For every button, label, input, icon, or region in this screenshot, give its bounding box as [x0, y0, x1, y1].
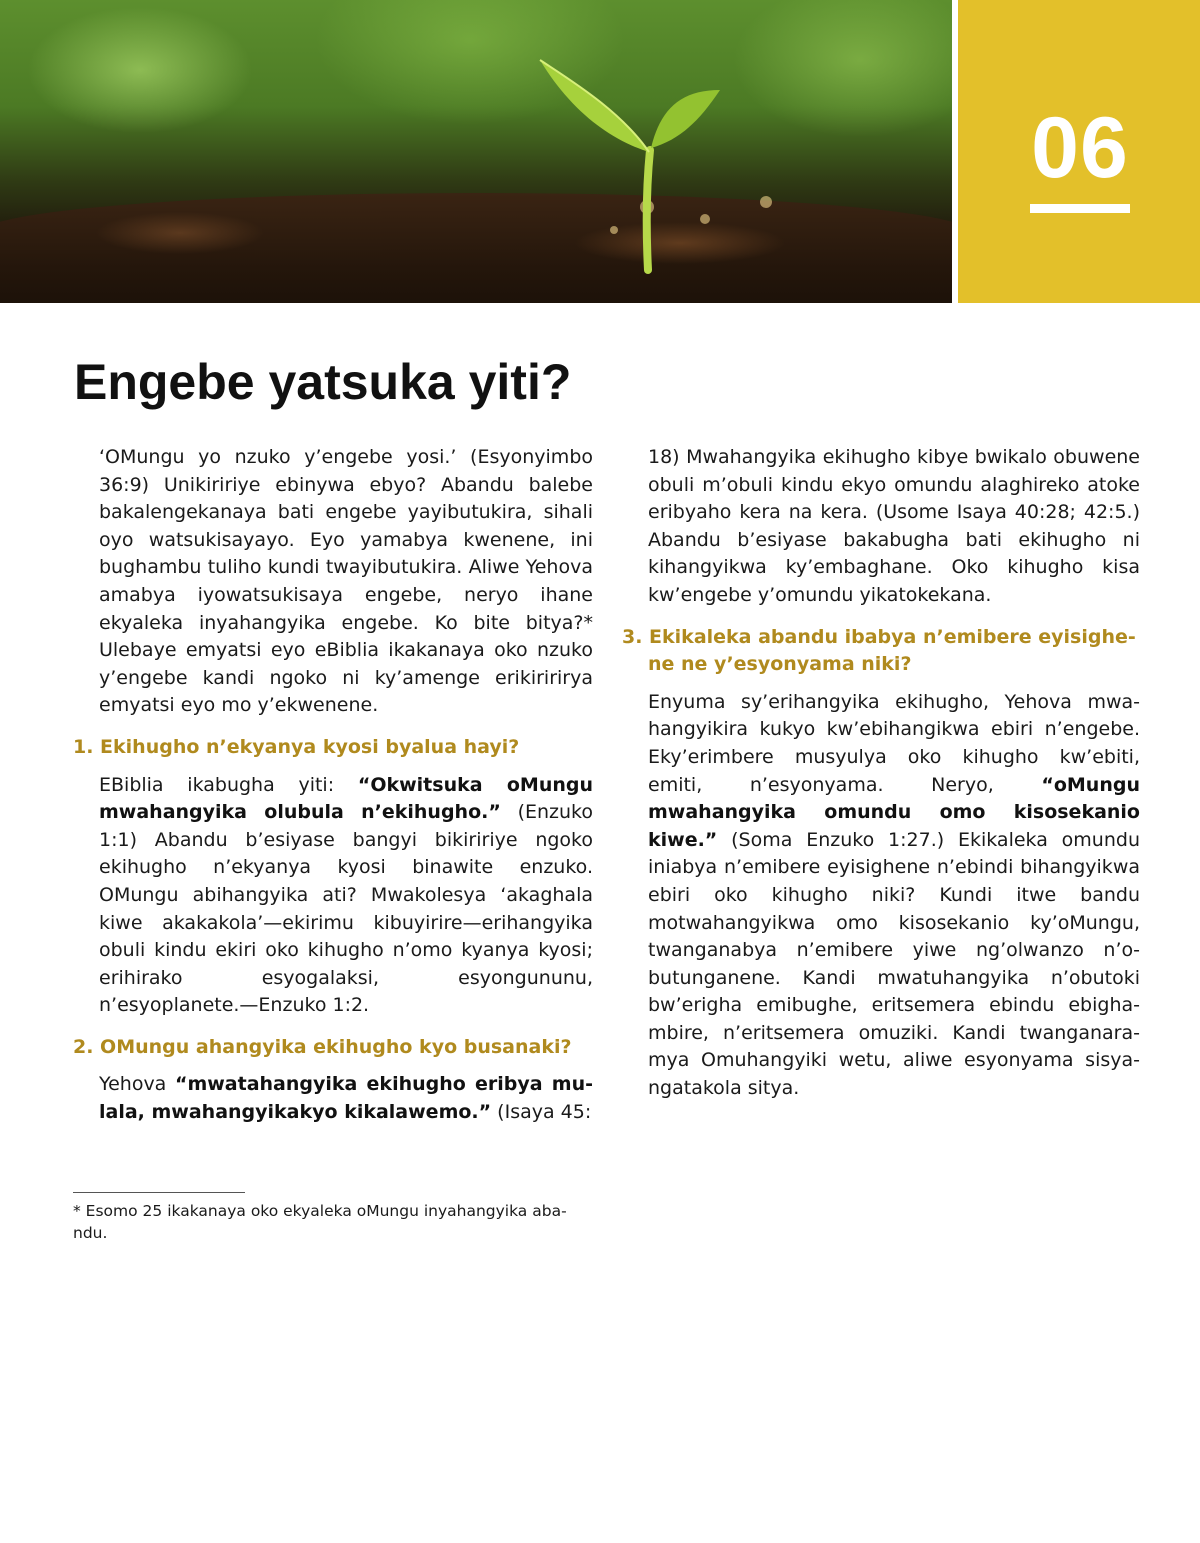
bokeh-light — [760, 196, 772, 208]
section-body-2-continued: 18) Mwahangyika ekihugho kibye bwikalo obuwene obuli m’obuli kindu ekyo omundu alaghireko atoke eribyaho kera na kera. (Usome Isaya 40:28; 42:5.) Abandu b’esiyase bakabugha bati ekihugho ni kihangyikwa ky’embaghane. Oko kihugho kisa kw’engebe y’omundu yikatokekana. — [648, 446, 1140, 606]
intro-paragraph: ‘OMungu yo nzuko y’engebe yosi.’ (Esyonyimbo 36:9) Unikiririye ebinywa ebyo? Abandu balebe bakalengekanaya bati engebe yayibutukira, sihali oyo watsukisayayo. Eyo yamabya kwenene, ini bughambu tuliho kundi twayibutukira. Aliwe Yehova amabya iyowatsukisaya engebe, neryo ihane ekyaleka inyahangyika engebe. Ko bite bitya?* Ulebaye emyatsi eyo eBiblia ikakanaya oko nzuko y’engebe kandi ngoko ni ky’amenge erikiririrya emyatsi eyo mo y’ekwenene. — [99, 446, 593, 717]
bible-quote: “mwatahangyika ekihugho eribya mulala, mwahangyikakyo kikalawemo.” — [99, 1073, 593, 1124]
hero-image — [0, 0, 952, 303]
section-body-1: EBiblia ikabugha yiti: “Okwitsuka oMungu mwahangyika olubula n’ekihugho.” (Enzuko 1:1) Abandu b’esiyase bangyi bikiririye ngoko ekihugho n’ekyanya kyosi binawite enzuko. OMungu abihangyika ati? Mwakolesya ‘akaghala kiwe akakakola’—ekirimu kibuyirire—erihangyika obuli kindu ekiri oko kihugho n’omo kyanya kyosi; erihirako esyogalaksi, esyongununu, n’esyoplanete.—Enzuko 1:2. — [99, 773, 593, 1017]
page-title: Engebe yatsuka yiti? — [74, 354, 572, 410]
footnote-divider — [73, 1192, 245, 1193]
number-underline — [1030, 204, 1130, 213]
bible-quote: “Okwitsuka oMungu mwahangyika olubula n’ekihugho.” — [99, 773, 593, 824]
sprout-icon — [530, 40, 730, 280]
right-column — [622, 444, 1140, 1103]
section-heading-2: 2. OMungu ahangyika ekihugho kyo busanaki? — [73, 1035, 572, 1058]
lesson-number: 06 — [1031, 100, 1129, 196]
footnote: * Esomo 25 ikakanaya oko ekyaleka oMungu inyahangyika abandu. — [73, 1202, 567, 1242]
left-column — [73, 444, 593, 1127]
section-body-3: Enyuma sy’erihangyika ekihugho, Yehova mwahangyikira kukyo kw’ebihangikwa ebiri n’engebe. Eky’erimbere musyulya oko kihugho kw’ebiti, emiti, n’esyonyama. Neryo, “oMungu mwahangyika omundu omo kisosekanio kiwe.” (Soma Enzuko 1:27.) Ekikaleka omundu iniabya n’emibere eyisighene n’ebindi bihangyikwa ebiri oko kihugho niki? Kundi itwe bandu motwahangyikwa omo kisosekanio ky’oMungu, twanganabya n’emibere yiwe ng’olwanzo n’obutunganene. Kandi mwatuhangyika n’obutoki bw’erigha emibughe, eritsemera ebindu ebighambire, n’eritsemera omuziki. Kandi twanganaramya Omuhangyiki wetu, aliwe esyonyama sisyangatakola sitya. — [648, 690, 1140, 1100]
section-heading-3: 3. Ekikaleka abandu ibabya n’emibere eyisighene ne y’esyonyama niki? — [622, 625, 1136, 676]
section-body-2: Yehova “mwatahangyika ekihugho eribya mulala, mwahangyikakyo kikalawemo.” (Isaya 45: — [99, 1073, 593, 1124]
section-heading-1: 1. Ekihugho n’ekyanya kyosi byalua hayi? — [73, 735, 520, 758]
lesson-number-panel — [958, 0, 1200, 303]
soil — [0, 193, 952, 303]
bible-quote: “oMungu mwahangyika omundu omo kisosekanio kiwe.” — [648, 773, 1140, 851]
